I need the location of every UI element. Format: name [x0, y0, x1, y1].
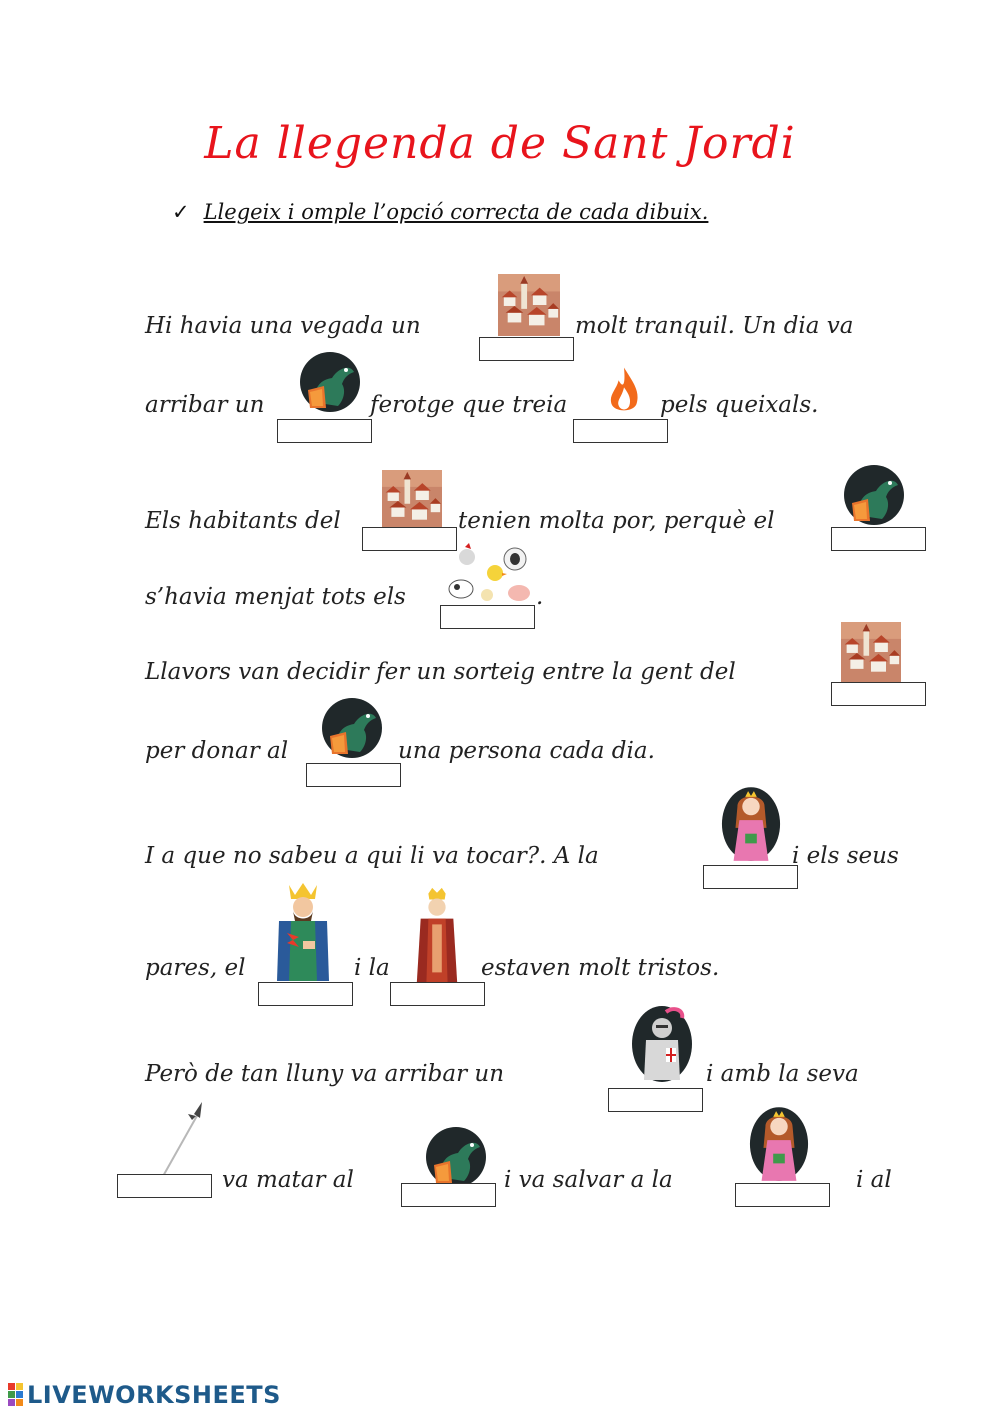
text-line: [145, 659, 736, 685]
answer-box[interactable]: [440, 605, 535, 629]
liveworksheets-logo: [8, 1380, 281, 1410]
text-fragment: i amb la seva: [706, 1061, 859, 1087]
text-line: [575, 313, 854, 339]
answer-box[interactable]: [117, 1174, 212, 1198]
instruction-text: Llegeix i omple l’opció correcta de cada dibuix.: [203, 200, 709, 224]
text-fragment: arribar un: [145, 392, 265, 418]
logo-mark-icon: [8, 1383, 24, 1407]
answer-box[interactable]: [831, 527, 926, 551]
text-fragment: ferotge que treia: [370, 392, 568, 418]
text-fragment: pels queixals.: [660, 392, 819, 418]
knight-image: [630, 1000, 694, 1088]
answer-box[interactable]: [573, 419, 668, 443]
answer-box[interactable]: [390, 982, 485, 1006]
instruction: [172, 200, 708, 224]
text-fragment: per donar al: [145, 738, 289, 764]
text-line: [398, 738, 655, 764]
dragon-image: [424, 1124, 488, 1190]
queen-image: [413, 886, 461, 982]
text-line: [145, 508, 341, 534]
princess-image: [748, 1104, 810, 1184]
text-fragment: va matar al: [222, 1167, 354, 1193]
text-line: [792, 843, 899, 869]
text-line: [354, 955, 390, 981]
text-fragment: tenien molta por, perquè el: [458, 508, 775, 534]
text-line: [145, 955, 245, 981]
village-image: [838, 622, 904, 682]
text-fragment: i els seus: [792, 843, 899, 869]
village-image: [380, 470, 444, 530]
answer-box[interactable]: [479, 337, 574, 361]
dragon-image: [320, 694, 384, 762]
answer-box[interactable]: [703, 865, 798, 889]
text-fragment: .: [536, 584, 544, 610]
text-line: [856, 1167, 892, 1193]
text-fragment: i va salvar a la: [504, 1167, 673, 1193]
check-icon: ✓: [172, 200, 190, 224]
village-image: [497, 274, 561, 336]
text-fragment: i la: [354, 955, 390, 981]
answer-box[interactable]: [306, 763, 401, 787]
text-line: [145, 1061, 504, 1087]
text-fragment: Llavors van decidir fer un sorteig entre la gent del: [145, 659, 736, 685]
answer-box[interactable]: [401, 1183, 496, 1207]
dragon-image: [842, 462, 906, 528]
answer-box[interactable]: [831, 682, 926, 706]
text-fragment: pares, el: [145, 955, 246, 981]
fire-image: [604, 364, 644, 418]
text-line: [536, 584, 543, 610]
text-fragment: molt tranquil. Un dia va: [575, 313, 854, 339]
text-line: [145, 738, 288, 764]
text-line: [222, 1167, 354, 1193]
page-title: La llegenda de Sant Jordi: [204, 118, 796, 169]
text-line: [481, 955, 719, 981]
lance-image: [158, 1100, 208, 1180]
answer-box[interactable]: [735, 1183, 830, 1207]
text-line: [370, 392, 567, 418]
text-line: [660, 392, 818, 418]
answer-box[interactable]: [277, 419, 372, 443]
text-fragment: una persona cada dia.: [398, 738, 655, 764]
princess-image: [720, 784, 782, 864]
dragon-image: [298, 348, 362, 416]
logo-text: LIVEWORKSHEETS: [27, 1381, 281, 1409]
text-fragment: i al: [856, 1167, 892, 1193]
text-line: [145, 313, 421, 339]
text-line: [706, 1061, 859, 1087]
text-fragment: estaven molt tristos.: [481, 955, 720, 981]
text-line: [145, 392, 264, 418]
answer-box[interactable]: [608, 1088, 703, 1112]
text-line: [145, 843, 599, 869]
text-fragment: Però de tan lluny va arribar un: [145, 1061, 505, 1087]
text-line: [145, 584, 406, 610]
king-image: [273, 880, 333, 982]
answer-box[interactable]: [362, 527, 457, 551]
text-fragment: s’havia menjat tots els: [145, 584, 406, 610]
animals-image: [445, 543, 535, 607]
text-fragment: I a que no sabeu a qui li va tocar?. A la: [145, 843, 599, 869]
text-fragment: Els habitants del: [145, 508, 341, 534]
text-line: [458, 508, 774, 534]
answer-box[interactable]: [258, 982, 353, 1006]
text-line: [504, 1167, 673, 1193]
text-fragment: Hi havia una vegada un: [145, 313, 421, 339]
